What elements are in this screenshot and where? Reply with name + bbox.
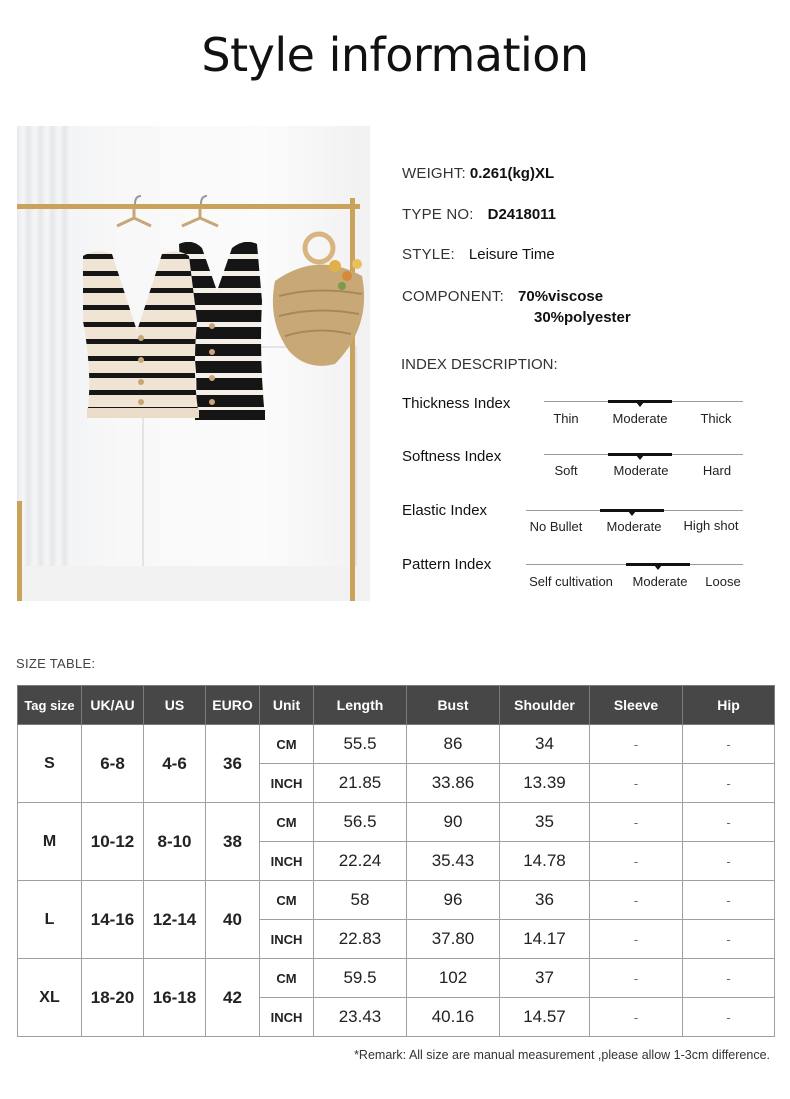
page-title: Style information	[201, 28, 589, 82]
elastic-index-label: Elastic Index	[402, 502, 488, 519]
unit-cell: INCH	[260, 920, 314, 959]
size-tag: M	[18, 803, 82, 881]
softness-option-soft: Soft	[554, 463, 578, 478]
size-ukau: 10-12	[82, 803, 144, 881]
unit-cell: CM	[260, 881, 314, 920]
header-sleeve: Sleeve	[590, 686, 683, 725]
size-remark: *Remark: All size are manual measurement ,please allow 1-3cm difference.	[354, 1048, 770, 1062]
style-row	[402, 246, 555, 263]
component-value-2: 30%polyester	[534, 309, 631, 326]
header-length: Length	[314, 686, 407, 725]
component-value-1: 70%viscose	[518, 288, 604, 305]
weight-label: WEIGHT:	[402, 165, 466, 182]
header-tag-size: Tag size	[18, 686, 82, 725]
header-us: US	[144, 686, 206, 725]
table-row	[18, 803, 775, 842]
bust-cell: 86	[407, 725, 500, 764]
sleeve-cell: -	[590, 959, 683, 998]
bust-cell: 96	[407, 881, 500, 920]
shoulder-cell: 14.17	[500, 920, 590, 959]
type-label: TYPE NO:	[402, 206, 474, 223]
header-hip: Hip	[683, 686, 775, 725]
product-photo	[17, 126, 370, 601]
shoulder-cell: 37	[500, 959, 590, 998]
table-row	[18, 881, 775, 920]
length-cell: 22.24	[314, 842, 407, 881]
shoulder-cell: 35	[500, 803, 590, 842]
size-us: 16-18	[144, 959, 206, 1037]
hip-cell: -	[683, 803, 775, 842]
sleeve-cell: -	[590, 998, 683, 1037]
sleeve-cell: -	[590, 842, 683, 881]
header-euro: EURO	[206, 686, 260, 725]
hip-cell: -	[683, 920, 775, 959]
unit-cell: CM	[260, 803, 314, 842]
size-table-label: SIZE TABLE:	[16, 656, 96, 671]
length-cell: 56.5	[314, 803, 407, 842]
unit-cell: CM	[260, 725, 314, 764]
bust-cell: 40.16	[407, 998, 500, 1037]
bust-cell: 35.43	[407, 842, 500, 881]
hip-cell: -	[683, 842, 775, 881]
shoulder-cell: 13.39	[500, 764, 590, 803]
pattern-option-loose: Loose	[705, 574, 741, 589]
header-unit: Unit	[260, 686, 314, 725]
thickness-index-label: Thickness Index	[402, 395, 511, 412]
size-euro: 36	[206, 725, 260, 803]
shoulder-cell: 36	[500, 881, 590, 920]
size-euro: 42	[206, 959, 260, 1037]
sleeve-cell: -	[590, 725, 683, 764]
softness-index-label: Softness Index	[402, 448, 502, 465]
weight-value: 0.261(kg)XL	[469, 165, 555, 182]
size-ukau: 18-20	[82, 959, 144, 1037]
style-label: STYLE:	[402, 246, 455, 263]
unit-cell: INCH	[260, 842, 314, 881]
hip-cell: -	[683, 881, 775, 920]
thickness-option-thick: Thick	[700, 411, 732, 426]
size-euro: 38	[206, 803, 260, 881]
softness-option-moderate: Moderate	[613, 463, 669, 478]
length-cell: 55.5	[314, 725, 407, 764]
type-row	[402, 206, 556, 223]
bust-cell: 37.80	[407, 920, 500, 959]
sleeve-cell: -	[590, 881, 683, 920]
sleeve-cell: -	[590, 803, 683, 842]
hip-cell: -	[683, 998, 775, 1037]
size-tag: XL	[18, 959, 82, 1037]
size-table	[17, 685, 775, 1037]
shoulder-cell: 14.57	[500, 998, 590, 1037]
size-euro: 40	[206, 881, 260, 959]
weight-row	[402, 165, 554, 182]
table-row	[18, 725, 775, 764]
length-cell: 59.5	[314, 959, 407, 998]
size-table-header	[18, 686, 775, 725]
elastic-marker	[600, 509, 664, 512]
size-tag: S	[18, 725, 82, 803]
unit-cell: INCH	[260, 764, 314, 803]
elastic-option-high-shot: High shot	[683, 518, 739, 533]
header-ukau: UK/AU	[82, 686, 144, 725]
sleeve-cell: -	[590, 920, 683, 959]
length-cell: 23.43	[314, 998, 407, 1037]
softness-option-hard: Hard	[702, 463, 732, 478]
length-cell: 21.85	[314, 764, 407, 803]
garment-illustration	[17, 126, 370, 601]
table-row	[18, 959, 775, 998]
bust-cell: 90	[407, 803, 500, 842]
size-us: 12-14	[144, 881, 206, 959]
pattern-index-label: Pattern Index	[402, 556, 492, 573]
sleeve-cell: -	[590, 764, 683, 803]
thickness-option-moderate: Moderate	[612, 411, 668, 426]
unit-cell: CM	[260, 959, 314, 998]
shoulder-cell: 14.78	[500, 842, 590, 881]
pattern-option-self-cultivation: Self cultivation	[529, 574, 613, 589]
pattern-option-moderate: Moderate	[632, 574, 688, 589]
size-ukau: 14-16	[82, 881, 144, 959]
size-tag: L	[18, 881, 82, 959]
style-value: Leisure Time	[468, 246, 555, 263]
elastic-option-moderate: Moderate	[606, 519, 662, 534]
thickness-option-thin: Thin	[553, 411, 579, 426]
elastic-option-no-bullet: No Bullet	[529, 519, 583, 534]
hip-cell: -	[683, 725, 775, 764]
bust-cell: 33.86	[407, 764, 500, 803]
shoulder-cell: 34	[500, 725, 590, 764]
softness-marker	[608, 453, 672, 456]
size-us: 4-6	[144, 725, 206, 803]
length-cell: 22.83	[314, 920, 407, 959]
unit-cell: INCH	[260, 998, 314, 1037]
component-row	[402, 288, 603, 305]
pattern-marker	[626, 563, 690, 566]
thickness-marker	[608, 400, 672, 403]
size-ukau: 6-8	[82, 725, 144, 803]
index-description-title: INDEX DESCRIPTION:	[401, 356, 558, 373]
component-label: COMPONENT:	[402, 288, 505, 305]
header-shoulder: Shoulder	[500, 686, 590, 725]
hip-cell: -	[683, 764, 775, 803]
type-value: D2418011	[487, 206, 557, 223]
header-bust: Bust	[407, 686, 500, 725]
length-cell: 58	[314, 881, 407, 920]
hip-cell: -	[683, 959, 775, 998]
bust-cell: 102	[407, 959, 500, 998]
size-us: 8-10	[144, 803, 206, 881]
